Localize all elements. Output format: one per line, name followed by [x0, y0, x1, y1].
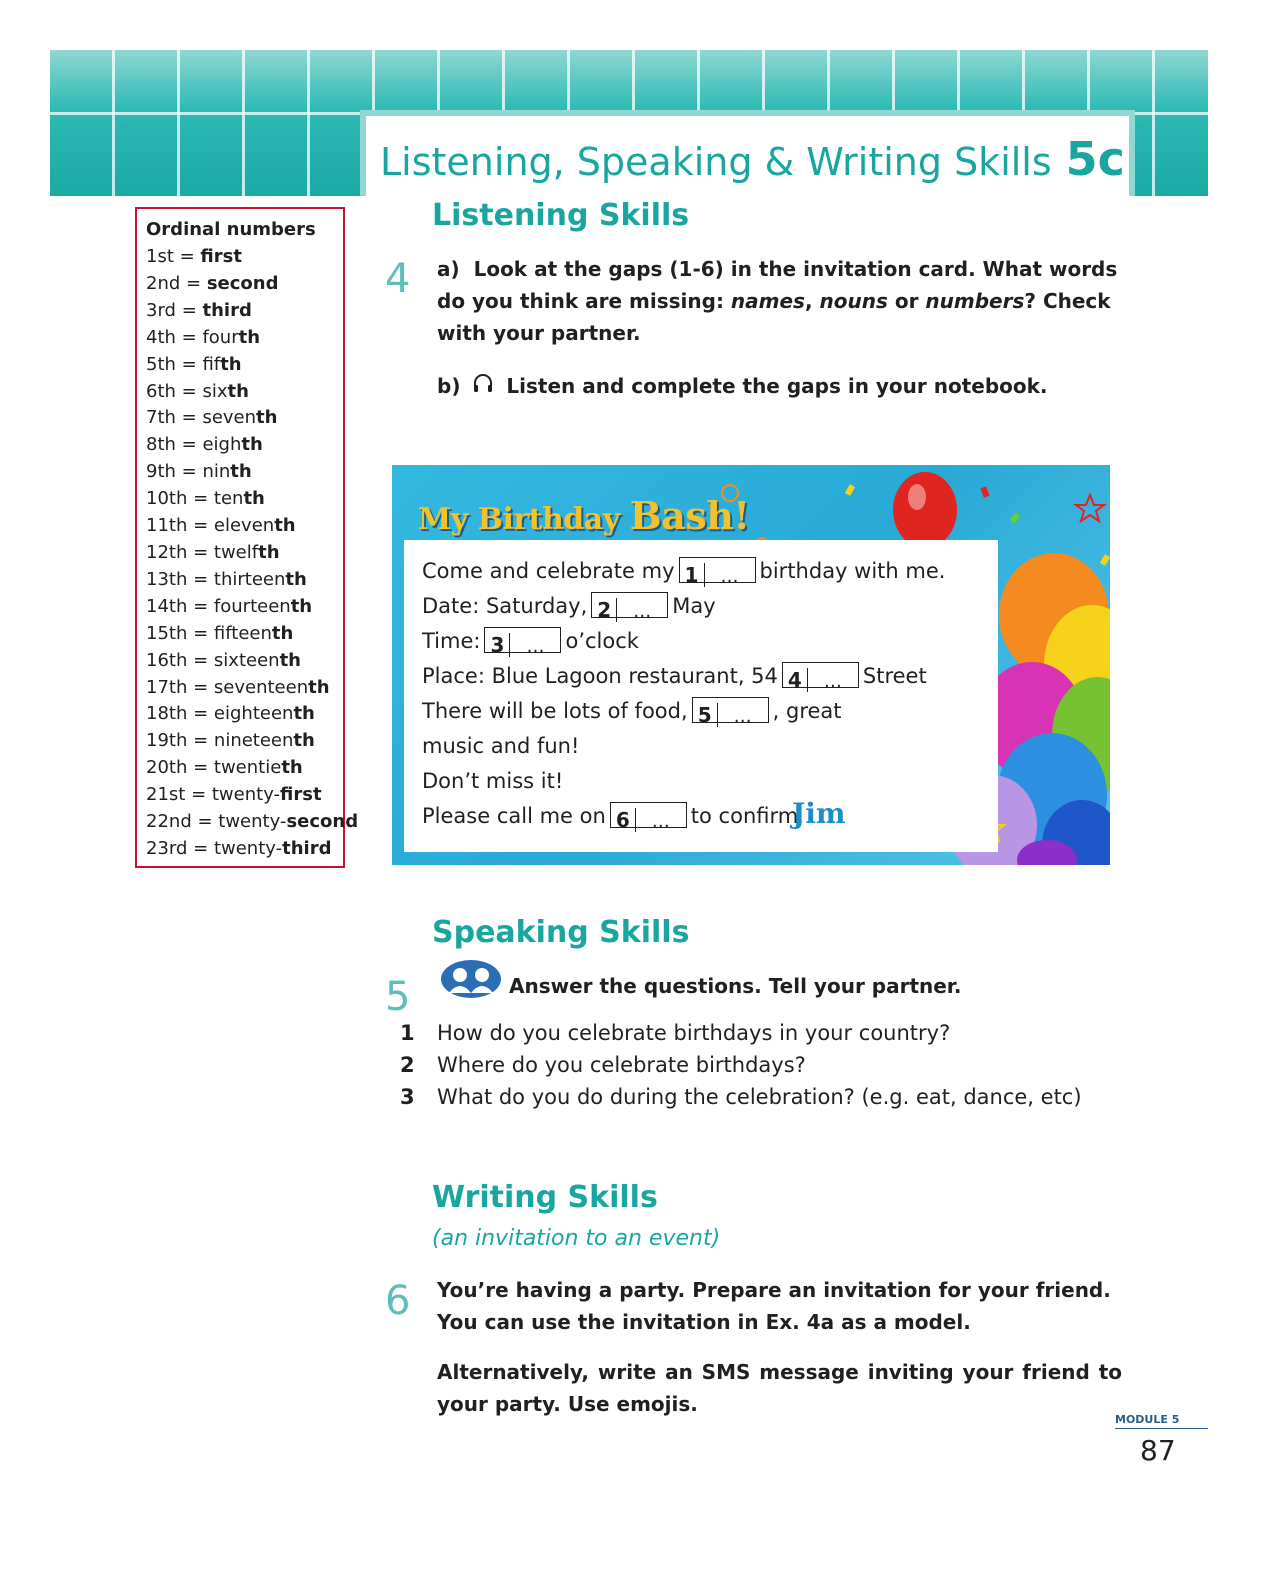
ordinal-item: [146, 701, 343, 728]
equals-sign: =: [187, 568, 214, 590]
gap-dots: …: [733, 706, 752, 727]
gap-box: [610, 802, 687, 832]
gap-dots: …: [526, 636, 545, 657]
gap-number: 5: [693, 703, 718, 727]
ordinal-item: [146, 405, 343, 432]
ordinal-number: 2nd: [146, 272, 181, 294]
ordinal-word-suffix: th: [271, 622, 294, 644]
equals-sign: =: [175, 380, 203, 402]
ordinal-word-suffix: th: [238, 326, 261, 348]
ordinal-item: [146, 809, 359, 836]
unit-label: 5c: [1065, 132, 1125, 186]
invitation-line: music and fun!: [422, 734, 580, 758]
ordinal-word-stem: nin: [202, 461, 231, 483]
invitation-line: [422, 624, 998, 659]
ordinal-item: [146, 432, 343, 459]
ordinal-word-suffix: th: [274, 515, 296, 537]
ordinal-number: 18th: [146, 703, 188, 725]
ordinal-number: 12th: [146, 541, 188, 563]
gap-box: [679, 557, 756, 587]
module-label: MODULE 5: [1115, 1413, 1208, 1429]
signature: Jim: [792, 797, 846, 830]
ordinal-word-suffix: th: [285, 568, 307, 590]
writing-heading: Writing Skills: [432, 1180, 658, 1215]
exercise-4b-instruction: [437, 370, 1048, 404]
exercise-4a-instruction: [437, 253, 1127, 349]
ordinal-word-stem: fifteen: [213, 622, 272, 644]
ordinal-word-stem: nineteen: [213, 730, 294, 752]
ordinal-number: 17th: [146, 676, 188, 698]
exercise-number: 4: [385, 256, 411, 302]
line-label: Place:: [422, 664, 485, 688]
equals-sign: =: [187, 488, 214, 510]
gap-number: 1: [680, 563, 705, 587]
page-number: 87: [1140, 1434, 1176, 1467]
equals-sign: =: [175, 326, 203, 348]
ordinal-number: 22nd: [146, 811, 192, 833]
question-item: [400, 1017, 950, 1049]
ordinal-number: 3rd: [146, 299, 176, 321]
page-title: [380, 132, 1125, 186]
ordinal-number: 14th: [146, 595, 188, 617]
ordinal-word-suffix: th: [241, 434, 263, 456]
instruction-text: ? Check with your partner.: [437, 289, 1111, 345]
ordinal-word-suffix: third: [282, 837, 332, 859]
line-label: Date: [422, 594, 473, 618]
part-label: a): [437, 257, 460, 281]
ordinal-item: [146, 271, 343, 298]
ordinal-word-stem: six: [202, 380, 228, 402]
ordinal-word-stem: seven: [202, 407, 257, 429]
gap-box: [484, 627, 561, 657]
equals-sign: =: [187, 837, 214, 859]
equals-sign: =: [175, 353, 203, 375]
line-text: : Saturday,: [472, 594, 588, 618]
ordinal-item: [146, 648, 343, 675]
ordinal-word-suffix: th: [293, 730, 315, 752]
equals-sign: =: [187, 515, 214, 537]
ordinal-number: 1st: [146, 246, 174, 267]
speaking-heading: Speaking Skills: [432, 915, 690, 950]
ordinal-number: 10th: [146, 488, 188, 510]
line-label: Time:: [422, 629, 481, 653]
ordinal-word-suffix: th: [290, 595, 313, 617]
ordinal-word-suffix: th: [258, 541, 280, 563]
line-text: Blue Lagoon restaurant, 54: [484, 664, 778, 688]
ordinal-word-stem: ten: [213, 488, 244, 510]
instruction-text: names: [730, 289, 805, 313]
ordinal-word-suffix: second: [286, 811, 359, 833]
ordinal-word-stem: thirteen: [213, 568, 286, 590]
equals-sign: =: [187, 649, 214, 671]
headphones-icon: [471, 371, 495, 404]
invitation-text-panel: [404, 540, 998, 852]
equals-sign: =: [187, 730, 214, 752]
ordinal-word-stem: fif: [202, 353, 221, 375]
ordinal-word-stem: eighteen: [213, 703, 294, 725]
ordinal-item: [146, 379, 343, 406]
equals-sign: =: [191, 811, 219, 833]
ordinal-item: [146, 675, 343, 702]
ordinal-item: [146, 459, 343, 486]
equals-sign: =: [173, 246, 201, 267]
question-number: 2: [400, 1053, 415, 1077]
card-title-part: Bash!: [629, 493, 750, 538]
gap-dots: …: [823, 671, 842, 692]
line-text: o’clock: [565, 629, 639, 653]
ordinal-word-suffix: first: [200, 246, 242, 267]
invitation-line: [422, 799, 998, 834]
ordinal-word-stem: eleven: [213, 515, 275, 537]
ordinal-number: 4th: [146, 326, 176, 348]
ordinal-word-stem: twentie: [213, 757, 282, 779]
ordinal-item: [146, 352, 343, 379]
question-item: [400, 1049, 806, 1081]
gap-dots: …: [651, 811, 670, 832]
line-text: May: [672, 594, 716, 618]
ordinal-word-stem: twelf: [213, 541, 259, 563]
question-text: Where do you celebrate birthdays?: [437, 1053, 806, 1077]
ordinal-number: 9th: [146, 461, 176, 483]
ordinal-item: [146, 513, 343, 540]
line-text: birthday with me.: [759, 559, 946, 583]
ordinal-item: [146, 540, 343, 567]
ordinal-item: [146, 325, 343, 352]
ordinal-number: 19th: [146, 730, 188, 752]
ordinal-word-stem: twenty-: [218, 811, 287, 833]
ordinal-number: 11th: [146, 515, 188, 537]
equals-sign: =: [187, 757, 214, 779]
ordinal-word-stem: seventeen: [213, 676, 309, 698]
ordinal-word-suffix: th: [293, 703, 315, 725]
ordinal-item: [146, 486, 343, 513]
exercise-number: 6: [385, 1278, 411, 1324]
ordinal-word-stem: sixteen: [213, 649, 280, 671]
equals-sign: =: [175, 299, 203, 321]
ordinal-number: 23rd: [146, 837, 188, 859]
instruction-text: or: [887, 289, 926, 313]
ordinal-number: 20th: [146, 757, 188, 779]
instruction-text: nouns: [819, 289, 888, 313]
ordinal-item: [146, 594, 343, 621]
ordinal-word-stem: twenty-: [211, 784, 281, 806]
ordinal-item: [146, 244, 343, 271]
ordinal-number: 13th: [146, 568, 188, 590]
ordinal-number: 5th: [146, 353, 176, 375]
equals-sign: =: [185, 784, 212, 806]
instruction-text: Listen and complete the gaps in your notebook.: [506, 374, 1048, 398]
ordinal-word-suffix: th: [243, 488, 265, 510]
gap-dots: …: [720, 566, 739, 587]
ordinal-word-stem: fourteen: [213, 595, 291, 617]
line-text: Street: [862, 664, 927, 688]
ordinal-number: 15th: [146, 622, 188, 644]
ordinal-number: 16th: [146, 649, 188, 671]
equals-sign: =: [187, 541, 214, 563]
ordinal-word-suffix: third: [202, 299, 252, 321]
line-text: to confirm.: [690, 804, 805, 828]
part-label: b): [437, 374, 461, 398]
invitation-card: [392, 465, 1110, 865]
ordinal-word-stem: twenty-: [213, 837, 283, 859]
invitation-line: Don’t miss it!: [422, 769, 564, 793]
ordinal-word-suffix: th: [220, 353, 242, 375]
gap-number: 2: [592, 598, 617, 622]
instruction-text: numbers: [925, 289, 1025, 313]
question-item: [400, 1081, 1082, 1113]
equals-sign: =: [175, 407, 203, 429]
line-text: , great: [772, 699, 842, 723]
equals-sign: =: [187, 703, 214, 725]
gap-box: [591, 592, 668, 622]
gap-number: 6: [611, 808, 636, 832]
invitation-line: [422, 589, 998, 624]
ordinal-word-suffix: th: [308, 676, 330, 698]
instruction-text: ,: [804, 289, 820, 313]
invitation-line: [422, 694, 998, 729]
ordinal-number: 8th: [146, 434, 176, 456]
equals-sign: =: [187, 595, 214, 617]
question-number: 1: [400, 1021, 415, 1045]
ordinal-word-stem: four: [202, 326, 239, 348]
page-title-text: Listening, Speaking & Writing Skills: [380, 140, 1052, 184]
ordinal-item: [146, 782, 343, 809]
ordinal-item: [146, 728, 343, 755]
gap-number: 3: [485, 633, 510, 657]
exercise-6-alternative: Alternatively, write an SMS message inviting your friend to your party. Use emojis.: [437, 1360, 1122, 1416]
equals-sign: =: [187, 622, 214, 644]
line-text: Come and celebrate my: [422, 559, 675, 583]
pair-work-icon: [440, 957, 502, 1003]
ordinal-item: [146, 755, 343, 782]
invitation-line: [422, 554, 998, 589]
ordinal-word-suffix: first: [280, 784, 322, 806]
card-title-part: My Birthday: [418, 502, 630, 537]
writing-subheading: (an invitation to an event): [432, 1226, 721, 1251]
equals-sign: =: [175, 461, 203, 483]
equals-sign: =: [187, 676, 214, 698]
exercise-6-instruction: You’re having a party. Prepare an invitation for your friend. You can use the invitation in Ex. 4a as a model.: [437, 1278, 1111, 1334]
card-title: [418, 493, 750, 538]
instruction-text: Look at the gaps (1-6) in the invitation card. What words do you think are missing:: [437, 257, 1118, 313]
ordinal-item: [146, 567, 343, 594]
ordinal-item: [146, 298, 343, 325]
ordinal-box-title: Ordinal numbers: [146, 219, 316, 240]
equals-sign: =: [180, 272, 207, 294]
ordinal-item: [146, 836, 343, 863]
ordinal-word-suffix: th: [230, 461, 252, 483]
ordinal-number: 7th: [146, 407, 176, 429]
ordinal-word-suffix: second: [206, 272, 279, 294]
ordinal-word-suffix: th: [281, 757, 303, 779]
exercise-5-instruction: Answer the questions. Tell your partner.: [509, 974, 962, 998]
ordinal-numbers-box: [135, 207, 359, 868]
question-text: How do you celebrate birthdays in your country?: [437, 1021, 951, 1045]
ordinal-word-stem: eigh: [202, 434, 242, 456]
exercise-number: 5: [385, 974, 411, 1020]
equals-sign: =: [175, 434, 203, 456]
line-text: Please call me on: [422, 804, 606, 828]
question-number: 3: [400, 1085, 415, 1109]
ordinal-word-suffix: th: [279, 649, 301, 671]
question-text: What do you do during the celebration? (e.g. eat, dance, etc): [437, 1085, 1082, 1109]
gap-dots: …: [633, 601, 652, 622]
ordinal-item: [146, 621, 343, 648]
gap-box: [782, 662, 859, 692]
line-text: There will be lots of food,: [422, 699, 688, 723]
ordinal-word-suffix: th: [256, 407, 278, 429]
invitation-line: [422, 659, 998, 694]
listening-heading: Listening Skills: [432, 198, 690, 233]
ordinal-word-suffix: th: [227, 380, 249, 402]
gap-number: 4: [783, 668, 808, 692]
ordinal-number: 6th: [146, 380, 176, 402]
ordinal-number: 21st: [146, 784, 186, 806]
gap-box: [692, 697, 769, 727]
ordinal-list: [146, 244, 359, 863]
